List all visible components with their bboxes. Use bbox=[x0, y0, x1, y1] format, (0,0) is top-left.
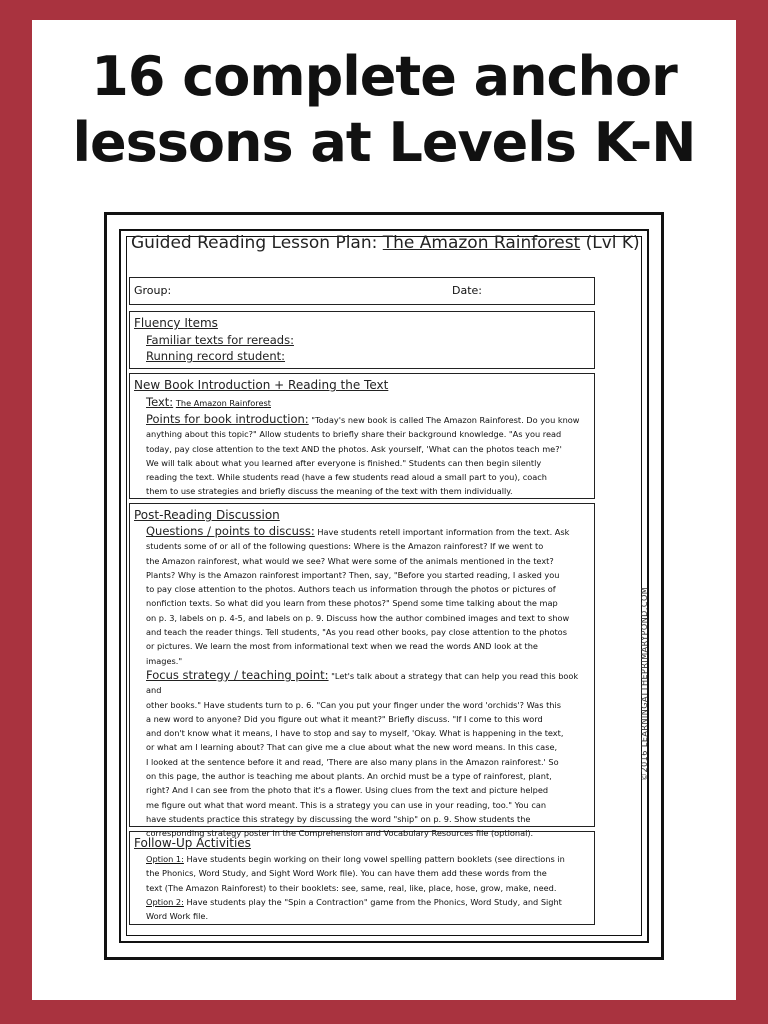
lesson-plan-title bbox=[131, 233, 640, 253]
opt1-label: Option 1: bbox=[146, 854, 184, 864]
questions-label: Questions / points to discuss: bbox=[146, 524, 315, 538]
focus-line-7: right? And I can see from the photo that it's a flower. Using clues from the text and picture helped bbox=[146, 785, 549, 796]
q-line-2: the Amazon rainforest, what would we see? What were some of the animals mentioned in the text? bbox=[146, 555, 554, 566]
points-line-5: them to use strategies and briefly discuss the meaning of the text with them individually. bbox=[146, 486, 513, 497]
headline-line-2: lessons at Levels K-N bbox=[72, 111, 696, 174]
points-label: Points for book introduction: bbox=[146, 412, 309, 426]
headline bbox=[0, 44, 768, 176]
copyright-text: ©2016 LEARNINGATTHEPRIMARYPOND.COM bbox=[640, 586, 649, 781]
points-line-4: reading the text. While students read (have a few students read aloud a small part to you), coach bbox=[146, 472, 547, 483]
opt2-label: Option 2: bbox=[146, 896, 184, 907]
date-label: Date: bbox=[452, 284, 482, 297]
q-line-4: to pay close attention to the photos. Authors teach us information through the photos or pictures of bbox=[146, 584, 556, 595]
title-level: (Lvl K) bbox=[580, 233, 640, 253]
opt2-line-1: Word Work file. bbox=[146, 911, 209, 922]
opt1-line-0: Have students begin working on their long vowel spelling pattern booklets (see directions in bbox=[186, 854, 565, 864]
opt1-line-2: text (The Amazon Rainforest) to their booklets: see, same, real, like, place, hose, grow, make, need. bbox=[146, 882, 557, 893]
intro-box bbox=[129, 373, 595, 499]
group-label: Group: bbox=[134, 284, 172, 297]
focus-line-4: or what am I learning about? That can give me a clue about what the new word means. In this case, bbox=[146, 742, 558, 753]
points-line-0: "Today's new book is called The Amazon Rainforest. Do you know bbox=[311, 415, 580, 425]
fluency-title: Fluency Items bbox=[134, 316, 218, 330]
opt2-first-line bbox=[134, 895, 590, 909]
points-line-3: We will talk about what you learned after everyone is finished." Students can then begin silently bbox=[146, 457, 542, 468]
title-prefix: Guided Reading Lesson Plan: bbox=[131, 233, 383, 253]
focus-label: Focus strategy / teaching point: bbox=[146, 667, 329, 682]
intro-title: New Book Introduction + Reading the Text bbox=[134, 378, 389, 392]
running-record-label: Running record student: bbox=[146, 349, 286, 363]
q-line-1: students some of or all of the following questions: Where is the Amazon rainforest? If we went to bbox=[146, 541, 544, 552]
focus-line-9: have students practice this strategy by discussing the word "ship" on p. 9. Show students the bbox=[146, 813, 531, 824]
points-line-1: anything about this topic?" Allow students to briefly share their background knowledge. "As you read bbox=[146, 429, 562, 440]
group-date-box bbox=[129, 277, 595, 305]
q-line-0: Have students retell important information from the text. Ask bbox=[317, 527, 570, 537]
questions-first-line bbox=[134, 524, 590, 539]
followup-title: Follow-Up Activities bbox=[134, 836, 251, 850]
focus-line-2: a new word to anyone? Did you figure out what it meant?" Briefly discuss. "If I come to this word bbox=[146, 713, 543, 724]
q-line-5: nonfiction texts. So what did you learn from these photos?" Spend some time talking about the map bbox=[146, 598, 558, 609]
post-reading-title: Post-Reading Discussion bbox=[134, 508, 280, 522]
q-line-3: Plants? Why is the Amazon rainforest important? Then, say, "Before you started reading, I asked you bbox=[146, 569, 560, 580]
followup-box bbox=[129, 831, 595, 925]
points-line-2: today, pay close attention to the text AND the photos. Ask yourself, 'What can the photos teach me?' bbox=[146, 443, 562, 454]
focus-line-5: I looked at the sentence before it and read, 'There are also many plans in the Amazon rainforest.' So bbox=[146, 756, 559, 767]
focus-line-1: other books." Have students turn to p. 6. "Can you put your finger under the word 'orchids'? Was this bbox=[146, 699, 562, 710]
intro-points bbox=[134, 412, 590, 427]
headline-line-1: 16 complete anchor bbox=[91, 45, 677, 108]
lesson-plan-sheet bbox=[104, 212, 664, 960]
q-line-9: images." bbox=[146, 655, 183, 666]
fluency-box bbox=[129, 311, 595, 369]
focus-line-6: on this page, the author is teaching me about plants. An orchid must be a type of rainforest, plant, bbox=[146, 771, 552, 782]
opt1-line-1: the Phonics, Word Study, and Sight Word Work file). You can have them add these words from the bbox=[146, 868, 547, 879]
familiar-texts-label: Familiar texts for rereads: bbox=[146, 333, 294, 347]
focus-line-10: corresponding strategy poster in the Comprehension and Vocabulary Resources file (optional). bbox=[146, 828, 534, 839]
focus-line-3: and don't know what it means, I have to stop and say to myself, 'Okay. What is happening in the text, bbox=[146, 728, 564, 739]
q-line-7: and teach the reader things. Tell students, "As you read other books, pay close attention to the photos bbox=[146, 627, 567, 638]
text-value: The Amazon Rainforest bbox=[175, 398, 271, 408]
focus-first-line bbox=[134, 668, 590, 698]
post-reading-box bbox=[129, 503, 595, 839]
title-book: The Amazon Rainforest bbox=[382, 233, 581, 253]
opt1-first-line bbox=[134, 852, 590, 866]
q-line-8: or pictures. We learn the most from informational text when we read the words AND look at the bbox=[146, 641, 538, 652]
opt2-line-0: Have students play the "Spin a Contraction" game from the Phonics, Word Study, and Sight bbox=[186, 896, 562, 907]
q-line-6: on p. 3, labels on p. 4-5, and labels on p. 9. Discuss how the author combined images and text to show bbox=[146, 612, 570, 623]
text-label: Text: bbox=[146, 395, 174, 409]
focus-line-0: "Let's talk about a strategy that can help you read this book and bbox=[146, 670, 579, 696]
focus-line-8: me figure out what that word meant. This is a strategy you can use in your reading, too." You can bbox=[146, 799, 547, 810]
